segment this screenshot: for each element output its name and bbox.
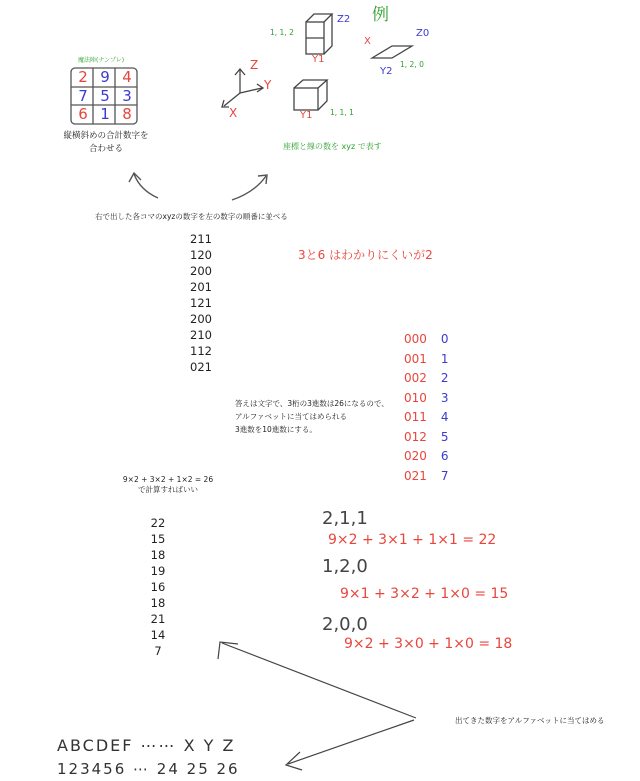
xyz-value: 201 xyxy=(190,280,212,294)
instruction-line: 縦横斜めの合計数字を xyxy=(63,131,149,141)
decimal-result: 16 xyxy=(150,580,166,594)
calc-b-formula: 9×1 + 3×2 + 1×0 = 15 xyxy=(340,586,509,602)
calc-b-digits: 1,2,0 xyxy=(322,556,368,577)
decimal-value: 2 xyxy=(440,371,449,385)
decimal-result: 22 xyxy=(150,516,166,530)
decimal-result-list xyxy=(147,515,169,659)
decimal-value: 3 xyxy=(440,390,449,405)
calc-a-digits: 2,1,1 xyxy=(322,508,368,529)
calc-c-digits: 2,0,0 xyxy=(322,614,368,635)
xyz-value: 200 xyxy=(190,264,212,278)
cube-111 xyxy=(294,80,327,110)
base3-value: 002 xyxy=(404,371,427,385)
cube-small-y: Y1 xyxy=(312,54,325,65)
note-3-6: 3と6 はわかりにくいが2 xyxy=(298,248,433,262)
label-112: 1, 1, 2 xyxy=(270,28,294,37)
magic-cell: 5 xyxy=(100,87,110,105)
decimal-result: 21 xyxy=(150,612,166,626)
decimal-value: 4 xyxy=(440,410,449,424)
up-arrows xyxy=(129,173,267,200)
decimal-result: 7 xyxy=(154,644,162,658)
base3-value: 000 xyxy=(404,332,427,346)
xyz-value: 210 xyxy=(190,328,212,342)
calc-c-formula: 9×2 + 3×0 + 1×0 = 18 xyxy=(344,636,513,652)
tile-y: Y2 xyxy=(380,66,393,77)
apply-note: 出てきた数字をアルファベットに当てはめる xyxy=(455,716,605,725)
magic-cell: 6 xyxy=(78,105,88,123)
decimal-result: 18 xyxy=(150,548,166,562)
base3-value: 021 xyxy=(404,468,427,483)
bottom-arrows xyxy=(218,642,416,770)
example-note: 座標と線の数を xyz で表す xyxy=(283,142,382,151)
xyz-value: 021 xyxy=(190,360,212,374)
magic-cell: 7 xyxy=(78,87,88,105)
magic-cell: 2 xyxy=(78,68,88,86)
formula-note-line: で計算すればいい xyxy=(138,485,198,494)
base3-value: 020 xyxy=(404,449,427,463)
magic-cell: 1 xyxy=(100,105,110,123)
decimal-result: 19 xyxy=(150,564,166,578)
answer-note-line: 答えは文字で、3桁の3進数は26になるので、 xyxy=(235,399,389,408)
label-120: 1, 2, 0 xyxy=(400,60,424,69)
axis-x-label: X xyxy=(229,106,238,120)
order-instruction: 右で出した各コマのxyzの数字を左の数字の順番に並べる xyxy=(95,212,288,221)
decimal-result: 18 xyxy=(150,596,166,610)
magic-cell: 9 xyxy=(100,68,110,86)
answer-note xyxy=(235,397,389,436)
instruction-line: 合わせる xyxy=(88,144,123,154)
formula-note xyxy=(108,475,228,495)
base3-value: 010 xyxy=(404,390,427,405)
magic-cell: 3 xyxy=(122,87,132,105)
base3-value: 012 xyxy=(404,429,427,444)
decimal-value: 5 xyxy=(440,429,449,444)
calc-a-formula: 9×2 + 3×1 + 1×1 = 22 xyxy=(328,532,497,548)
xyz-value: 120 xyxy=(190,248,212,262)
decimal-value: 0 xyxy=(440,332,449,346)
label-111: 1, 1, 1 xyxy=(330,108,354,117)
axis-y-label: Y xyxy=(264,78,272,92)
alphabet-letters: ABCDEF ⋯⋯ X Y Z xyxy=(57,736,236,755)
axes-drawing xyxy=(222,69,263,107)
formula-note-line: 9×2 + 3×2 + 1×2 = 26 xyxy=(122,475,214,484)
cube-small-z: Z2 xyxy=(337,14,351,25)
example-title: 例 xyxy=(372,5,389,25)
base3-value: 001 xyxy=(404,351,427,366)
axis-z-label: Z xyxy=(250,58,259,72)
answer-note-line: 3進数を10進数にする。 xyxy=(235,425,317,434)
decimal-value: 6 xyxy=(440,449,449,463)
magic-square-instruction xyxy=(58,130,154,156)
decimal-result: 15 xyxy=(150,532,166,546)
tile-x: X xyxy=(364,36,371,47)
xyz-value: 121 xyxy=(190,296,212,310)
alphabet-numbers: 123456 ⋯ 24 25 26 xyxy=(57,760,240,778)
decimal-result: 14 xyxy=(150,628,166,642)
cube-112 xyxy=(306,14,332,54)
cube-mid-y: Y1 xyxy=(300,110,313,121)
xyz-value: 200 xyxy=(190,312,212,326)
base3-table xyxy=(404,330,449,486)
xyz-value: 211 xyxy=(190,232,212,246)
magic-cell: 4 xyxy=(122,68,132,86)
decimal-value: 7 xyxy=(440,468,449,483)
answer-note-line: アルファベットに当てはめられる xyxy=(235,412,348,421)
xyz-value: 112 xyxy=(190,344,212,358)
xyz-value-list xyxy=(190,231,212,375)
tile-120 xyxy=(372,46,412,58)
magic-cell: 8 xyxy=(122,105,132,123)
magic-square-caption: 魔法陣(ナンプレ) xyxy=(78,57,125,64)
base3-value: 011 xyxy=(404,410,427,424)
tile-z: Z0 xyxy=(416,28,430,39)
decimal-value: 1 xyxy=(440,351,449,366)
